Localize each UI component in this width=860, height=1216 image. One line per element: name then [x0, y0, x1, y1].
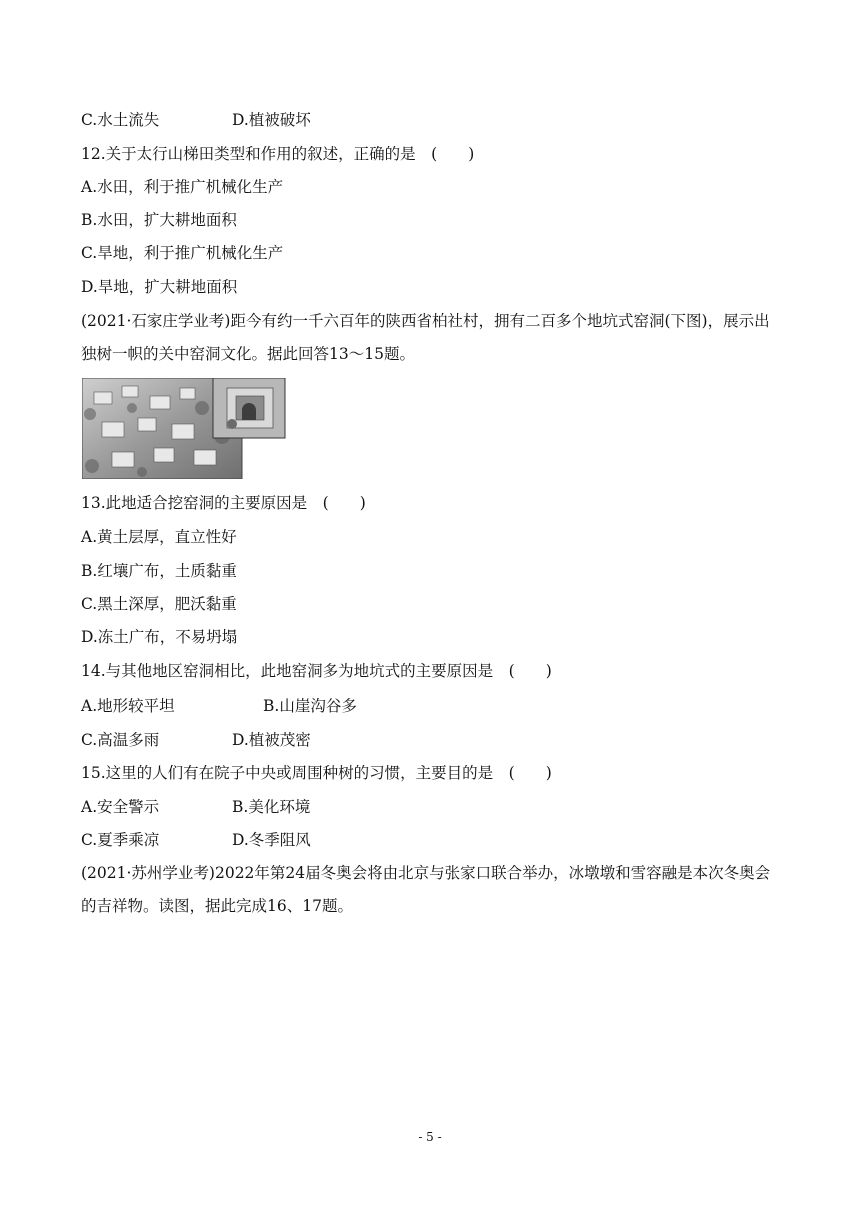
q15-option-c: C.夏季乘凉: [81, 831, 160, 849]
q13-option-a: A.黄土层厚，直立性好: [81, 528, 237, 546]
q14-option-b: B.山崖沟谷多: [263, 697, 357, 715]
q12-stem: 12.关于太行山梯田类型和作用的叙述，正确的是 ( ): [81, 145, 475, 163]
intro-16-17: (2021·苏州学业考)2022年第24届冬奥会将由北京与张家口联合举办，冰墩墩和雪容融是本次冬奥会的吉祥物。读图，据此完成16、17题。: [81, 864, 771, 915]
q13-option-d: D.冻土广布，不易坍塌: [81, 628, 238, 646]
q13-option-b: B.红壤广布，土质黏重: [81, 562, 237, 580]
q15-option-d: D.冬季阻风: [232, 831, 311, 849]
q11-option-d: D.植被破坏: [232, 111, 311, 129]
q12-option-d: D.旱地，扩大耕地面积: [81, 278, 238, 296]
q13-stem: 13.此地适合挖窑洞的主要原因是 ( ): [81, 494, 366, 512]
q14-option-a: A.地形较平坦: [81, 697, 175, 715]
q15-option-a: A.安全警示: [81, 798, 160, 816]
q15-option-b: B.美化环境: [232, 798, 311, 816]
q13-option-c: C.黑土深厚，肥沃黏重: [81, 595, 237, 613]
q12-option-b: B.水田，扩大耕地面积: [81, 211, 237, 229]
q11-option-c: C.水土流失: [81, 111, 160, 129]
q12-option-c: C.旱地，利于推广机械化生产: [81, 244, 284, 262]
intro-13-15: (2021·石家庄学业考)距今有约一千六百年的陕西省柏社村，拥有二百多个地坑式窑洞(下图)，展示出独树一帜的关中窑洞文化。据此回答13～15题。: [81, 312, 770, 363]
q14-option-c: C.高温多雨: [81, 731, 160, 749]
page-number: - 5 -: [418, 1130, 442, 1144]
cave-dwelling-photo: [82, 378, 286, 479]
q14-stem: 14.与其他地区窑洞相比，此地窑洞多为地坑式的主要原因是 ( ): [81, 662, 552, 680]
q15-stem: 15.这里的人们有在院子中央或周围种树的习惯，主要目的是 ( ): [81, 764, 552, 782]
q12-option-a: A.水田，利于推广机械化生产: [81, 178, 284, 196]
q14-option-d: D.植被茂密: [232, 731, 311, 749]
